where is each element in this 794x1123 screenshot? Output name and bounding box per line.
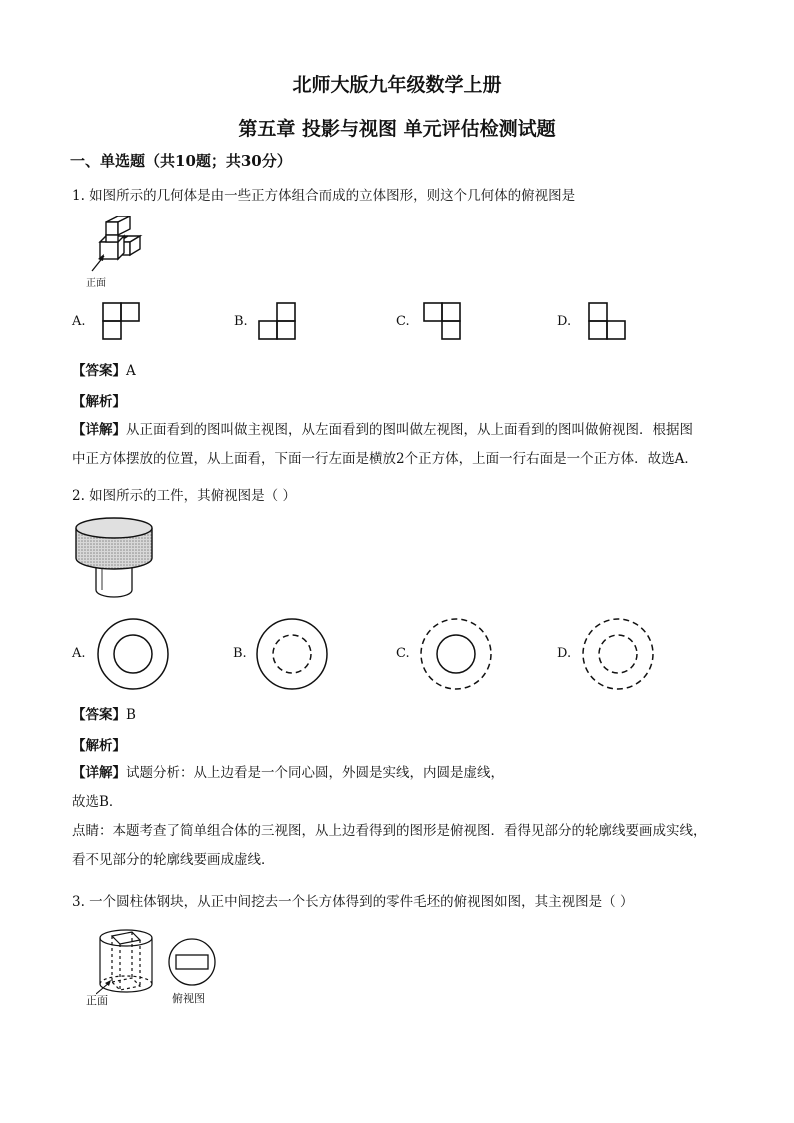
question-1-stem: 1. 如图所示的几何体是由一些正方体组合而成的立体图形，则这个几何体的俯视图是 <box>72 188 576 204</box>
q1-analysis <box>72 390 126 410</box>
q2-answer-value: B <box>126 707 136 723</box>
section-heading: 一、单选题（共10题；共30分） <box>70 152 292 170</box>
q2-answer <box>72 703 136 723</box>
q3-cylinder-figure <box>96 928 156 998</box>
q1-analysis-tag: 【解析】 <box>72 394 126 410</box>
q2-option-d-figure <box>580 616 656 692</box>
q2-note-line2: 看不见部分的轮廓线要画成虚线． <box>72 852 275 868</box>
q2-answer-tag: 【答案】 <box>72 707 126 723</box>
q1-front-label: 正面 <box>86 278 106 289</box>
q2-detail <box>72 759 732 875</box>
q3-top-view-label: 俯视图 <box>172 992 205 1005</box>
q2-option-c-figure <box>418 616 494 692</box>
q1-option-c-figure <box>423 302 465 342</box>
question-3-stem: 3. 一个圆柱体钢块，从正中间挖去一个长方体得到的零件毛坯的俯视图如图，其主视图是（ ） <box>72 894 634 910</box>
q1-detail <box>72 416 732 474</box>
q1-detail-line2: 中正方体摆放的位置，从上面看，下面一行左面是横放2个正方体，上面一行右面是一个正方体．故选A． <box>72 451 698 467</box>
q2-option-b-figure <box>254 616 330 692</box>
q2-note-line1: 点睛：本题考查了简单组合体的三视图，从上边看得到的图形是俯视图．看得见部分的轮廓线要画成实线， <box>72 823 707 839</box>
q2-option-d: D. <box>557 646 572 661</box>
q1-option-a: A. <box>72 314 86 329</box>
q2-detail-line2: 故选B． <box>72 794 123 810</box>
q2-analysis <box>72 734 126 754</box>
q2-workpiece-figure <box>72 516 158 606</box>
q2-analysis-tag: 【解析】 <box>72 738 126 754</box>
q1-option-d-figure <box>588 302 630 342</box>
q1-option-c: C. <box>396 314 410 329</box>
q3-front-label: 正面 <box>86 994 108 1007</box>
q2-detail-line1: 试题分析：从上边看是一个同心圆，外圆是实线，内圆是虚线， <box>126 765 504 781</box>
q1-detail-tag: 【详解】 <box>72 422 126 438</box>
page-title: 北师大版九年级数学上册 <box>292 74 502 96</box>
question-2-stem: 2. 如图所示的工件，其俯视图是（ ） <box>72 488 296 504</box>
q2-option-a-figure <box>95 616 171 692</box>
q1-answer-tag: 【答案】 <box>72 363 126 379</box>
q2-option-c: C. <box>396 646 410 661</box>
q2-option-a: A. <box>72 646 86 661</box>
q1-answer <box>72 359 136 379</box>
q1-detail-line1: 从正面看到的图叫做主视图，从左面看到的图叫做左视图，从上面看到的图叫做俯视图．根据图 <box>126 422 693 438</box>
q1-option-b: B. <box>234 314 248 329</box>
page-subtitle: 第五章 投影与视图 单元评估检测试题 <box>238 118 556 140</box>
q1-answer-value: A <box>126 363 136 379</box>
q1-option-d: D. <box>557 314 572 329</box>
q2-detail-tag: 【详解】 <box>72 765 126 781</box>
q3-top-view-figure <box>166 938 220 988</box>
q1-option-a-figure <box>102 302 144 342</box>
q1-option-b-figure <box>258 302 300 342</box>
q2-option-b: B. <box>233 646 247 661</box>
